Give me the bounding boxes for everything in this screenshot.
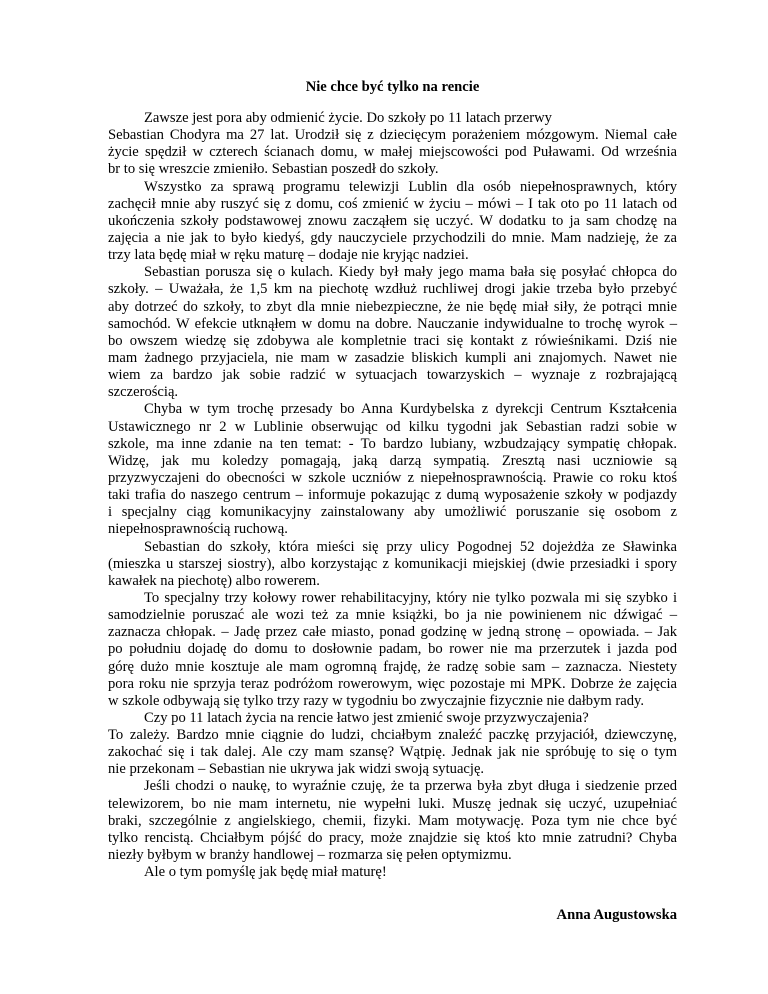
text-line: zachęcił mnie aby ruszyć się z domu, coś zmienić w życiu – mówi – I tak oto po 11 latach od bbox=[108, 195, 677, 212]
text-line: szkoły. – Uważała, że 1,5 km na piechotę wzdłuż ruchliwej drogi jakie trzeba było przebyć bbox=[108, 281, 677, 298]
text-line: Sebastian porusza się o kulach. Kiedy był mały jego mama bała się posyłać chłopca do bbox=[144, 264, 677, 281]
article-body bbox=[108, 110, 677, 881]
text-line: wiem za bardzo jak sobie radzić w sytuacjach towarzyskich – wyznaje z rozbrajającą bbox=[108, 367, 677, 384]
paragraph bbox=[108, 264, 677, 401]
text-line: (mieszka u starszej siostry), albo korzystając z komunikacji miejskiej (dwie przesiadki i spory bbox=[108, 555, 677, 572]
text-line: Sebastian do szkoły, która mieści się przy ulicy Pogodnej 52 dojeżdża ze Sławinka bbox=[144, 538, 677, 555]
text-line: Jeśli chodzi o naukę, to wyraźnie czuję, że ta przerwa była zbyt długa i siedzenie przed bbox=[144, 778, 677, 795]
article-author: Anna Augustowska bbox=[556, 907, 677, 924]
text-line: niepełnosprawnością ruchową. bbox=[108, 521, 288, 538]
text-line: To specjalny trzy kołowy rower rehabilitacyjny, który nie tylko pozwala mi się szybko i bbox=[144, 589, 677, 606]
paragraph bbox=[108, 110, 677, 127]
text-line: niezły byłbym w branży handlowej – rozmarza się pełen optymizmu. bbox=[108, 847, 512, 864]
text-line: ukończenia szkoły podstawowej znowu zacząłem się uczyć. W dodatku to ja sam chodzę na bbox=[108, 212, 677, 229]
text-line: Sebastian Chodyra ma 27 lat. Urodził się z dziecięcym porażeniem mózgowym. Niemal całe bbox=[108, 127, 677, 144]
paragraph bbox=[108, 727, 677, 778]
text-line: po południu dojadę do domu to dosłownie padam, bo rower nie ma przerzutek i jazda pod bbox=[108, 641, 677, 658]
text-line: trzy lata będę miał w ręku maturę – dodaje nie kryjąc nadziei. bbox=[108, 247, 469, 264]
text-line: szkole, ma inne zdanie na ten temat: - To bardzo lubiany, wzbudzający sympatię chłopak. bbox=[108, 435, 677, 452]
paragraph bbox=[108, 590, 677, 710]
text-line: Ustawicznego nr 2 w Lublinie obserwując od kilku tygodni jak Sebastian radzi sobie w bbox=[108, 418, 677, 435]
text-line: bo owszem wiedzę się zdobywa ale kompletnie traci się kontakt z rówieśnikami. Dziś nie bbox=[108, 332, 677, 349]
paragraph bbox=[108, 778, 677, 864]
text-line: telewizorem, bo nie mam internetu, nie wypełni luki. Muszę jednak się uczyć, uzupełniać bbox=[108, 795, 677, 812]
text-line: zaznacza chłopak. – Jadę przez całe miasto, ponad godzinę w jedną stronę – opowiada. – Jak bbox=[108, 624, 677, 641]
text-line: Czy po 11 latach życia na rencie łatwo jest zmienić swoje przyzwyczajenia? bbox=[144, 709, 589, 726]
text-line: taki trafia do naszego centrum – informuje pokazując z dumą wyposażenie szkoły w podjazdy bbox=[108, 487, 677, 504]
text-line: życie spędził w czterech ścianach domu, w małej miejscowości pod Puławami. Od września bbox=[108, 144, 677, 161]
text-line: mam żadnego przyjaciela, nie mam w zasadzie bliskich kumpli ani znajomych. Nawet nie bbox=[108, 349, 677, 366]
text-line: szczerością. bbox=[108, 384, 179, 401]
text-line: pora roku nie sprzyja teraz podróżom rowerowym, więc pozostaje mi MPK. Dobrze że zajęcia bbox=[108, 675, 677, 692]
article-title: Nie chce być tylko na rencie bbox=[305, 79, 480, 95]
text-line: i specjalny ciąg komunikacyjny zainstalowany aby umożliwić poruszanie się osobom z bbox=[108, 504, 677, 521]
text-line: Wszystko za sprawą programu telewizji Lublin dla osób niepełnosprawnych, który bbox=[144, 178, 677, 195]
text-line: Widzę, jak mu koledzy pomagają, jaką darzą sympatią. Zresztą nasi uczniowie są bbox=[108, 452, 677, 469]
text-line: samochód. W efekcie utknąłem w domu na dobre. Nauczanie indywidualne to trochę wyrok – bbox=[108, 315, 677, 332]
text-line: w szkole odbywają się tylko trzy razy w tygodniu bo zwyczajnie fizycznie nie dałbym rady. bbox=[108, 692, 645, 709]
document-page bbox=[108, 79, 677, 924]
text-line: samodzielnie poruszać ale wozi też za mnie książki, bo ja nie powinienem nic dźwigać – bbox=[108, 607, 677, 624]
text-line: aby dotrzeć do szkoły, to zbyt dla mnie niebezpieczne, że nie będę miał siły, że potrąci mnie bbox=[108, 298, 677, 315]
text-line: górę dużo mnie kosztuje ale mam ogromną frajdę, że radzę sobie sam – zaznacza. Niestety bbox=[108, 658, 677, 675]
text-line: Chyba w tym trochę przesady bo Anna Kurdybelska z dyrekcji Centrum Kształcenia bbox=[144, 401, 677, 418]
paragraph bbox=[108, 179, 677, 265]
text-line: zajęcia a nie jak to było kiedyś, gdy nauczyciele przychodzili do mnie. Mam nadzieję, że za bbox=[108, 229, 677, 246]
text-line: nie przekonam – Sebastian nie ukrywa jak widzi swoją sytuację. bbox=[108, 761, 485, 778]
text-line: zakochać się i tak dalej. Ale czy mam szansę? Wątpię. Jednak jak nie spróbuję to się o tym bbox=[108, 744, 677, 761]
paragraph bbox=[108, 539, 677, 590]
text-line: Ale o tym pomyślę jak będę miał maturę! bbox=[144, 864, 387, 881]
paragraph bbox=[108, 127, 677, 178]
text-line: braki, szczególnie z angielskiego, chemii, fizyki. Mam motywację. Poza tym nie chce być bbox=[108, 812, 677, 829]
paragraph bbox=[108, 710, 677, 727]
text-line: Zawsze jest pora aby odmienić życie. Do szkoły po 11 latach przerwy bbox=[144, 110, 552, 126]
paragraph bbox=[108, 864, 677, 881]
text-line: kawałek na piechotę) albo rowerem. bbox=[108, 572, 320, 589]
paragraph bbox=[108, 401, 677, 538]
text-line: tylko rencistą. Chciałbym pójść do pracy, może znajdzie się ktoś kto mnie zatrudni? Chyba bbox=[108, 829, 677, 846]
text-line: przyzwyczajeni do obecności w szkole uczniów z niepełnosprawnością. Prawie co roku ktoś bbox=[108, 469, 677, 486]
text-line: To zależy. Bardzo mnie ciągnie do ludzi, chciałbym znaleźć paczkę przyjaciół, dziewczynę, bbox=[108, 727, 677, 744]
text-line: br to się wreszcie zmieniło. Sebastian poszedł do szkoły. bbox=[108, 161, 439, 178]
